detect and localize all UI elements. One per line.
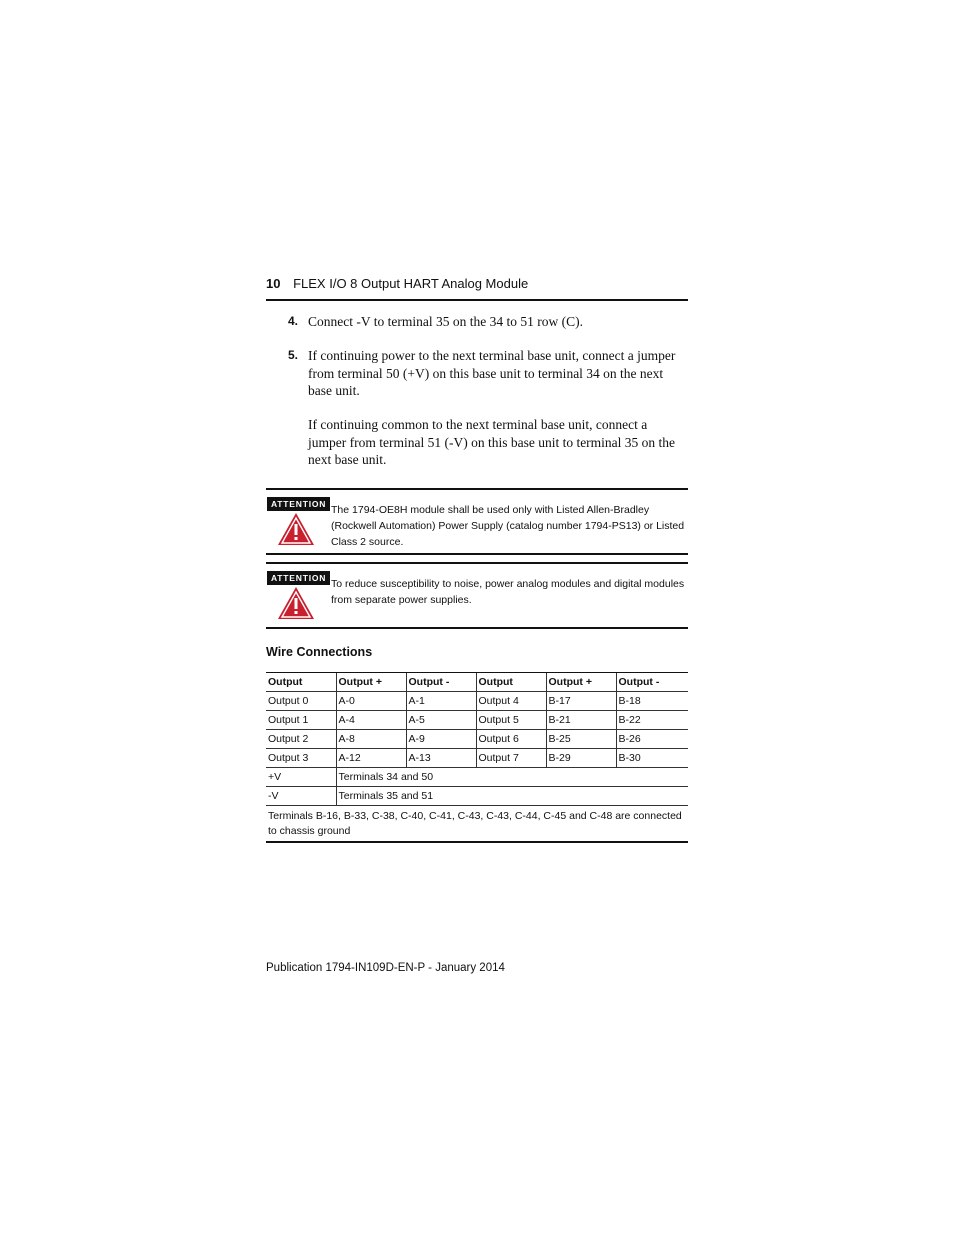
page-number: 10	[266, 276, 281, 291]
table-cell: A-8	[336, 730, 406, 749]
column-header: Output +	[546, 673, 616, 692]
table-cell: B-26	[616, 730, 688, 749]
table-cell: Output 4	[476, 692, 546, 711]
column-header: Output	[266, 673, 336, 692]
step-5	[288, 347, 688, 400]
table-cell: Output 2	[266, 730, 336, 749]
table-header-row	[266, 673, 688, 692]
attention-bottom-rule	[266, 553, 688, 555]
chassis-ground-note: Terminals B-16, B-33, C-38, C-40, C-41, C-43, C-43, C-44, C-45 and C-48 are connected to chassis ground	[266, 806, 688, 843]
step-number: 4.	[288, 314, 299, 328]
table-cell: A-4	[336, 711, 406, 730]
step-text: Connect -V to terminal 35 on the 34 to 51 row (C).	[308, 314, 583, 329]
warning-triangle-icon	[277, 512, 315, 546]
wire-connections-table	[266, 672, 688, 843]
table-row	[266, 749, 688, 768]
attention-top-rule	[266, 488, 688, 490]
attention-message: To reduce susceptibility to noise, power analog modules and digital modules from separate power supplies.	[331, 578, 685, 606]
table-cell: Output 0	[266, 692, 336, 711]
column-header: Output	[476, 673, 546, 692]
footer-label: Publication	[266, 962, 323, 974]
table-cell: Terminals 35 and 51	[336, 787, 688, 806]
table-cell: B-30	[616, 749, 688, 768]
step-text: If continuing common to the next terminal base unit, connect a jumper from terminal 51 (-V) on this base unit to terminal 35 on the next base unit.	[308, 417, 676, 467]
table-cell: Output 6	[476, 730, 546, 749]
table-cell: B-21	[546, 711, 616, 730]
table-cell: B-17	[546, 692, 616, 711]
column-header: Output -	[406, 673, 476, 692]
section-title: Wire Connections	[266, 645, 373, 659]
header-rule	[266, 299, 688, 301]
attention-message: The 1794-OE8H module shall be used only with Listed Allen-Bradley (Rockwell Automation) Power Supply (catalog number 1794-PS13) or Listed Class 2 source.	[331, 504, 685, 548]
table-cell: Output 1	[266, 711, 336, 730]
attention-box-2	[266, 562, 688, 630]
table-cell: B-18	[616, 692, 688, 711]
table-row	[266, 711, 688, 730]
table-cell: A-9	[406, 730, 476, 749]
table-cell: A-13	[406, 749, 476, 768]
table-cell: Output 3	[266, 749, 336, 768]
table-cell: A-1	[406, 692, 476, 711]
table-row	[266, 730, 688, 749]
page-footer	[266, 962, 505, 974]
attention-label: ATTENTION	[267, 497, 330, 511]
attention-box-1	[266, 488, 688, 556]
table-cell: B-22	[616, 711, 688, 730]
footer-publication: 1794-IN109D-EN-P - January 2014	[325, 962, 505, 974]
table-cell: Output 5	[476, 711, 546, 730]
step-number: 5.	[288, 348, 299, 362]
warning-triangle-icon	[277, 586, 315, 620]
table-row-note	[266, 806, 688, 843]
header-title: FLEX I/O 8 Output HART Analog Module	[293, 276, 529, 291]
step-5-continued	[288, 416, 688, 469]
column-header: Output +	[336, 673, 406, 692]
table-row	[266, 692, 688, 711]
step-4	[288, 313, 688, 331]
table-row-power-positive	[266, 768, 688, 787]
table-cell: Terminals 34 and 50	[336, 768, 688, 787]
table-cell: A-12	[336, 749, 406, 768]
table-cell: Output 7	[476, 749, 546, 768]
attention-top-rule	[266, 562, 688, 564]
page-header	[266, 276, 528, 291]
attention-bottom-rule	[266, 627, 688, 629]
step-text: If continuing power to the next terminal base unit, connect a jumper from terminal 50 (+V) on this base unit to terminal 34 on the next base unit.	[308, 348, 676, 398]
attention-label: ATTENTION	[267, 571, 330, 585]
table-row-power-negative	[266, 787, 688, 806]
table-cell: +V	[266, 768, 336, 787]
table-cell: -V	[266, 787, 336, 806]
table-cell: A-0	[336, 692, 406, 711]
table-cell: A-5	[406, 711, 476, 730]
column-header: Output -	[616, 673, 688, 692]
table-cell: B-29	[546, 749, 616, 768]
table-cell: B-25	[546, 730, 616, 749]
